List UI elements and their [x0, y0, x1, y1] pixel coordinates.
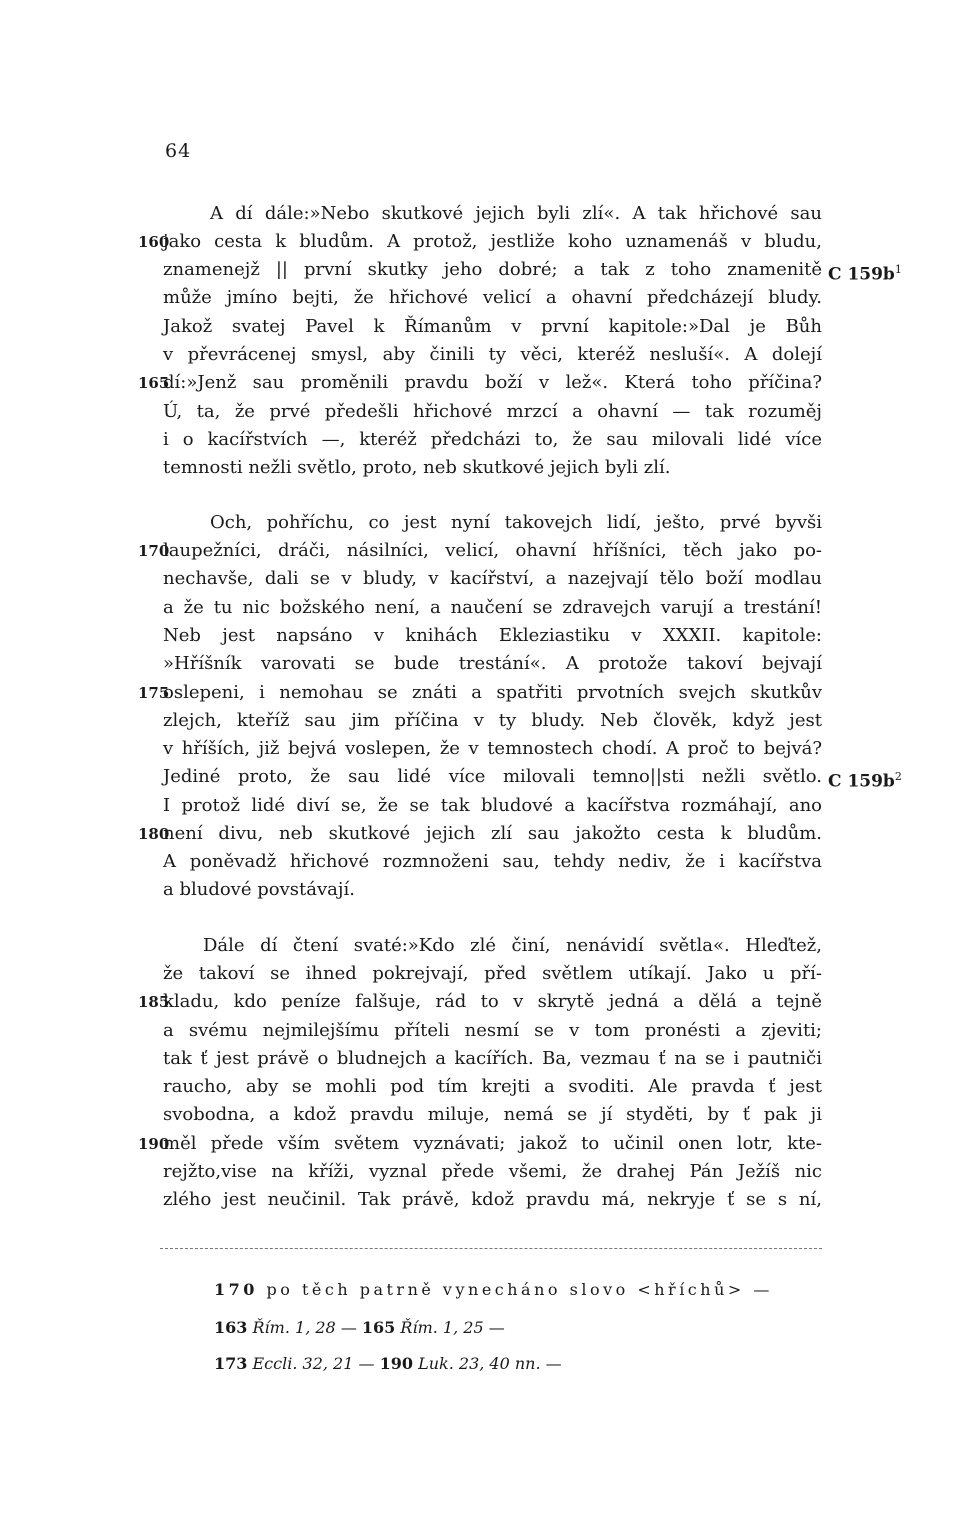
text-line: jako cesta k bludům. A protož, jestliže koho uznamenáš v bludu, — [163, 231, 822, 252]
footnote-citation: Řím. 1, 28 — [252, 1318, 336, 1337]
text-line: »Hříšník varovati se bude trestání«. A protože takoví bejvají — [163, 653, 822, 674]
footnote-ref: 163 — [214, 1318, 248, 1337]
text-line: že takoví se ihned pokrejvají, před světlem utíkají. Jako u pří- — [163, 963, 822, 984]
text-line: v hříších, již bejvá voslepen, že v temnostech chodí. A proč to bejvá? — [163, 738, 822, 759]
text-line: Ú, ta, že prvé předešli hřichové mrzcí a ohavní — tak rozuměj — [163, 401, 822, 422]
text-line: v převrácenej smysl, aby činili ty věci, kteréž nesluší«. A dolejí — [163, 344, 822, 365]
line-number: 180 — [138, 825, 170, 843]
line-number: 160 — [138, 233, 170, 251]
line-number: 175 — [138, 684, 170, 702]
footnote-ref: 190 — [379, 1354, 413, 1373]
line-number: 165 — [138, 374, 170, 392]
text-line: zlejch, kteříž sau jim příčina v ty bludy. Neb člověk, když jest — [163, 710, 822, 731]
text-line: Jediné proto, že sau lidé více milovali temno||sti nežli světlo. — [163, 766, 822, 787]
text-line: není divu, neb skutkové jejich zlí sau jakožto cesta k bludům. — [163, 823, 822, 844]
text-line: svobodna, a kdož pravdu miluje, nemá se jí styděti, by ť pak ji — [163, 1104, 822, 1125]
footnote-line — [214, 1352, 562, 1376]
text-line: I protož lidé diví se, že se tak bludové a kacířstva rozmáhají, ano — [163, 795, 822, 816]
footnote-separator: — — [358, 1354, 375, 1373]
folio-column: 1 — [894, 263, 902, 276]
text-line: laupežníci, dráči, násilníci, velicí, ohavní hříšníci, těch jako po- — [163, 540, 822, 561]
folio-margin-note — [828, 763, 902, 791]
footnote-citation: Eccli. 32, 21 — [252, 1354, 354, 1373]
text-line: tak ť jest právě o bludnejch a kacířích. Ba, vezmau ť na se i pautniči — [163, 1048, 822, 1069]
footnote-ref: 170 — [214, 1280, 258, 1299]
text-line: měl přede vším světem vyznávati; jakož to učinil onen lotr, kte- — [163, 1133, 822, 1154]
footnote-ref: 165 — [361, 1318, 396, 1337]
text-line: Neb jest napsáno v knihách Ekleziastiku v XXXII. kapitole: — [163, 625, 822, 646]
folio-label: C 159b — [828, 264, 895, 285]
text-line: a svému nejmilejšímu příteli nesmí se v tom pronésti a zjeviti; — [163, 1020, 822, 1041]
line-number: 170 — [138, 542, 170, 560]
footnote-separator: — — [488, 1318, 505, 1337]
text-line: raucho, aby se mohli pod tím krejti a svoditi. Ale pravda ť jest — [163, 1076, 822, 1097]
text-line: oslepeni, i nemohau se znáti a spatřiti prvotních svejch skutkův — [163, 682, 822, 703]
text-line: Jakož svatej Pavel k Římanům v první kapitole:»Dal je Bůh — [163, 316, 822, 337]
folio-column: 2 — [894, 770, 902, 783]
footnote-separator: — — [545, 1354, 562, 1373]
text-line: Och, pohříchu, co jest nyní takovejch lidí, ješto, prvé byvši — [210, 512, 822, 533]
folio-margin-note — [828, 256, 902, 284]
text-line: a bludové povstávají. — [163, 879, 355, 900]
text-line: znamenejž || první skutky jeho dobré; a tak z toho znamenitě — [163, 259, 822, 280]
text-line: Dále dí čtení svaté:»Kdo zlé činí, nenávidí světla«. Hleďtež, — [203, 935, 822, 956]
line-number: 190 — [138, 1135, 170, 1153]
text-line: a že tu nic božského není, a naučení se zdravejch varují a trestání! — [163, 597, 822, 618]
footnote-separator: — — [340, 1318, 357, 1337]
footnote-citation: Luk. 23, 40 nn. — [418, 1354, 541, 1373]
text-line: kladu, kdo peníze falšuje, rád to v skrytě jedná a dělá a tejně — [163, 991, 822, 1012]
page-number: 64 — [165, 140, 192, 162]
footnote-line — [214, 1316, 505, 1340]
text-line: temnosti nežli světlo, proto, neb skutkové jejich byli zlí. — [163, 457, 671, 478]
line-number: 185 — [138, 993, 170, 1011]
text-line: dí:»Jenž sau proměnili pravdu boží v lež«. Která toho příčina? — [163, 372, 822, 393]
folio-label: C 159b — [828, 771, 895, 792]
footnote-rule — [160, 1248, 822, 1249]
text-line: A dí dále:»Nebo skutkové jejich byli zlí«. A tak hřichové sau — [210, 203, 822, 224]
footnote-ref: 173 — [214, 1354, 248, 1373]
text-line: rejžto,vise na kříži, vyznal přede všemi, že drahej Pán Ježíš nic — [163, 1161, 822, 1182]
footnote-citation: Řím. 1, 25 — [400, 1318, 484, 1337]
footnote-line — [214, 1278, 773, 1302]
footnote-text: po těch patrně vynecháno slovo <hříchů> — — [266, 1280, 773, 1299]
text-line: A poněvadž hřichové rozmnoženi sau, tehdy nediv, že i kacířstva — [163, 851, 822, 872]
text-line: nechavše, dali se v bludy, v kacířství, a nazejvají tělo boží modlau — [163, 568, 822, 589]
text-line: i o kacířstvích —, kteréž předcházi to, že sau milovali lidé více — [163, 429, 822, 450]
text-line: zlého jest neučinil. Tak právě, kdož pravdu má, nekryje ť se s ní, — [163, 1189, 822, 1210]
text-line: může jmíno bejti, že hřichové velicí a ohavní předcházejí bludy. — [163, 287, 822, 308]
